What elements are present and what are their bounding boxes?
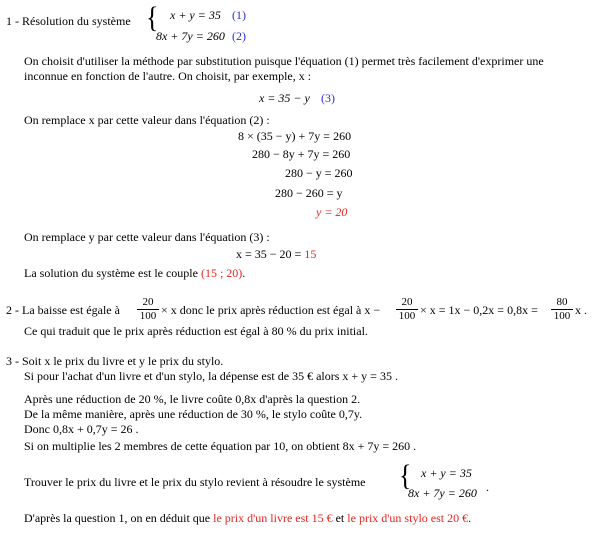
fraction-20-100-b [396,296,418,322]
fraction-20-100-a [137,296,159,322]
eq3: x = 35 − y [259,91,310,105]
part1-heading: 1 - Résolution du système [6,14,131,28]
part3-line7: Trouver le prix du livre et le prix du stylo revient à résoudre le système [24,475,366,489]
y-result: y = 20 [316,205,348,219]
step-3: 280 − y = 260 [285,166,353,180]
system1-brace: { [146,0,159,35]
system1-eq1: x + y = 35 [170,8,221,22]
eq3-tag: (3) [321,91,335,105]
step-4: 280 − 260 = y [275,186,343,200]
part3-line4: De la même manière, après une réduction de 30 %, le stylo coûte 0,7y. [24,407,363,421]
system1-eq2-tag: (2) [232,29,246,43]
conclusion-a: D'après la question 1, on en déduit que [24,511,214,525]
x-calc: x = 35 − 20 = [236,247,305,261]
system1-eq1-tag: (1) [232,8,246,22]
part3-line1: 3 - Soit x le prix du livre et y le prix du stylo. [6,354,224,368]
para1-line1: On choisit d'utiliser la méthode par substitution puisque l'équation (1) permet très facilement d'exprimer une [24,54,544,68]
conclusion-e: . [468,511,472,525]
replace-x-text: On remplace x par cette valeur dans l'équation (2) : [24,113,270,127]
frac1-num: 20 [137,296,159,310]
step-2: 280 − 8y + 7y = 260 [252,147,351,161]
frac3-den: 100 [553,309,571,322]
part2-line1-b: × x donc le prix après réduction est égal à x − [161,303,381,317]
system2-eq1: x + y = 35 [421,466,472,480]
frac3-num: 80 [551,296,573,310]
conclusion-book-price: le prix d'un livre est 15 € [213,511,333,525]
conclusion-pen-price: le prix d'un stylo est 20 € [347,511,469,525]
part2-line1-d: x . [575,303,587,317]
x-calc-line [236,248,316,262]
system1-eq2: 8x + 7y = 260 [156,29,225,43]
step-1: 8 × (35 − y) + 7y = 260 [238,129,352,143]
part3-line2: Si pour l'achat d'un livre et d'un stylo, la dépense est de 35 € alors x + y = 35 . [24,369,398,383]
solution-line [24,267,245,281]
frac1-den: 100 [139,309,157,322]
solution-pair: (15 ; 20) [200,266,243,280]
x-value: 15 [304,247,317,261]
system2-end: . [486,480,489,494]
para1-line2: inconnue en fonction de l'autre. On choisit, par exemple, x : [24,69,312,83]
system2-brace: { [399,458,412,493]
solution-text: La solution du système est le couple [24,266,201,280]
conclusion-line [24,512,471,526]
fraction-80-100 [551,296,573,322]
part2-line1-c: × x = 1x − 0,2x = 0,8x = [420,303,538,317]
part3-line5: Donc 0,8x + 0,7y = 26 . [24,422,139,436]
frac2-num: 20 [396,296,418,310]
part3-line3: Après une réduction de 20 %, le livre coûte 0,8x d'après la question 2. [24,392,361,406]
conclusion-c: et [332,511,348,525]
part2-line2: Ce qui traduit que le prix après réduction est égal à 80 % du prix initial. [24,324,368,338]
frac2-den: 100 [398,309,416,322]
part2-line1-a: 2 - La baisse est égale à [6,303,120,317]
system2-eq2: 8x + 7y = 260 [408,486,477,500]
replace-y-text: On remplace y par cette valeur dans l'équation (3) : [24,230,270,244]
solution-end: . [242,266,246,280]
part3-line6: Si on multiplie les 2 membres de cette équation par 10, on obtient 8x + 7y = 260 . [24,439,417,453]
